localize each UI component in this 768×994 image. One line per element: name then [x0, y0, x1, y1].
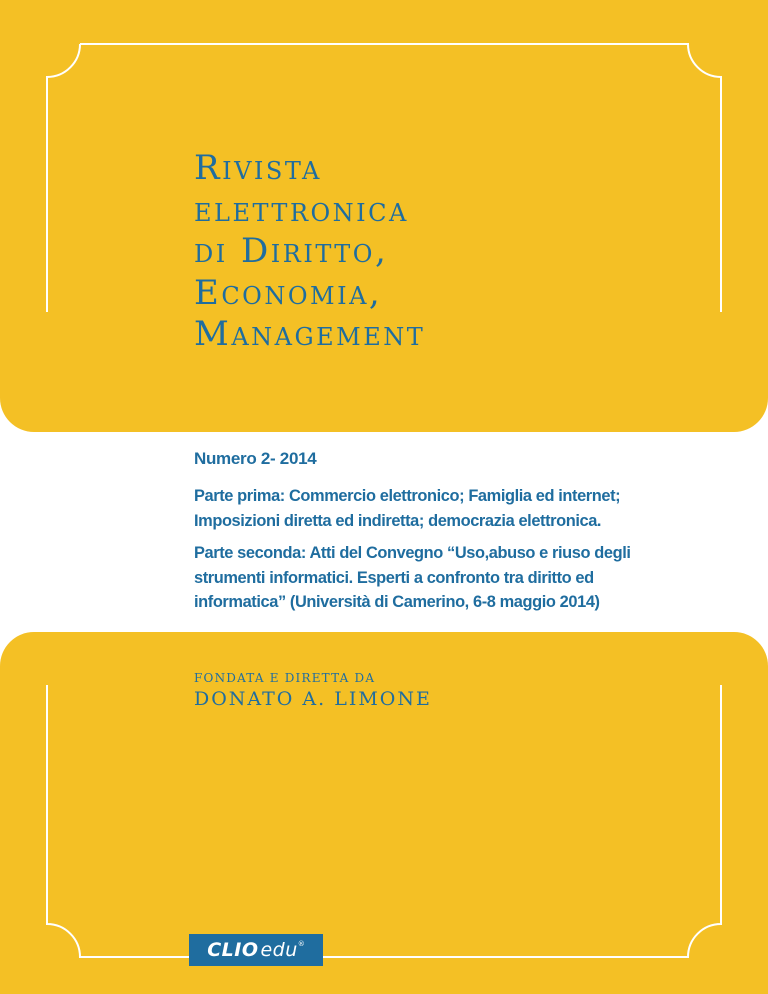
part-two-line: strumenti informatici. Esperti a confronto tra diritto ed: [194, 568, 594, 587]
founder-credit: [194, 670, 432, 712]
issue-info: [194, 448, 734, 623]
title-line: elettronica: [194, 189, 409, 230]
part-one-line: Parte prima: Commercio elettronico; Famiglia ed internet;: [194, 487, 621, 505]
part-two: [194, 541, 734, 615]
part-two-line: Parte seconda: Atti del Convegno “Uso,abuso e riuso degli: [194, 544, 631, 562]
title-line: di Diritto,: [194, 231, 389, 271]
founder-label: FONDATA E DIRETTA DA: [194, 671, 376, 685]
journal-title: [194, 148, 654, 356]
title-line: Economia,: [194, 272, 383, 313]
title-line: Rivista: [194, 148, 322, 188]
part-two-line: informatica” (Università di Camerino, 6-8 maggio 2014): [194, 593, 600, 611]
registered-mark: ®: [297, 940, 305, 948]
publisher-brand-bold: CLIO: [207, 939, 259, 961]
publisher-brand-light: edu: [260, 939, 298, 961]
publisher-logo: [189, 934, 323, 966]
founder-name: DONATO A. LIMONE: [194, 688, 432, 710]
part-one: [194, 484, 734, 533]
part-one-line: Imposizioni diretta ed indiretta; democrazia elettronica.: [194, 511, 602, 530]
issue-number: Numero 2- 2014: [194, 449, 317, 468]
title-line: Management: [194, 314, 426, 354]
